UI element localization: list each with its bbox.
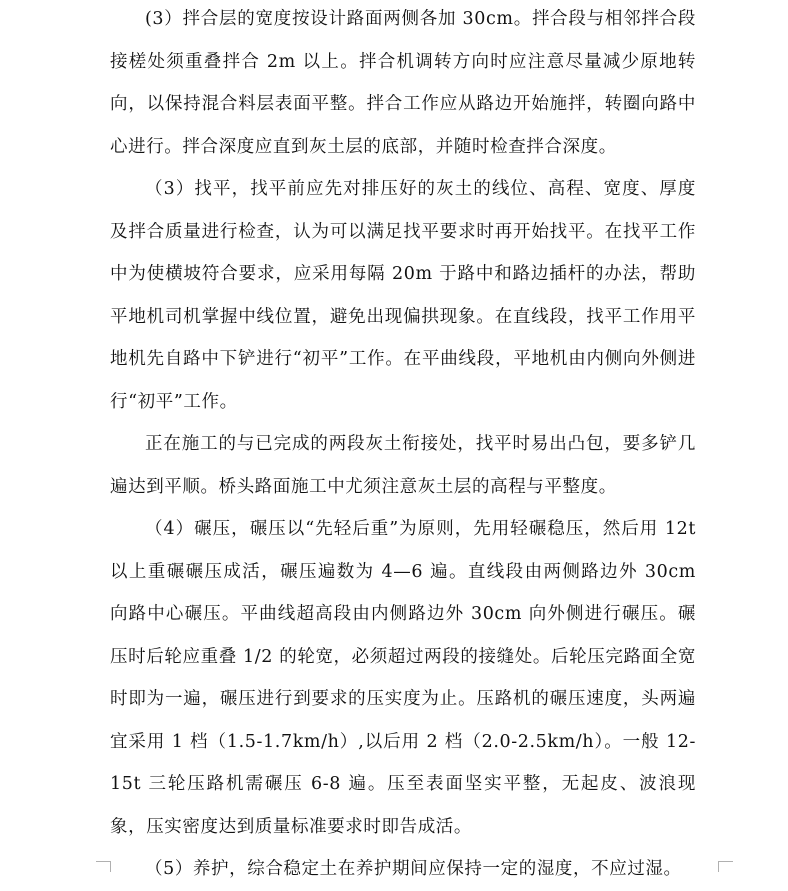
paragraph-rolling: （4）碾压，碾压以“先轻后重”为原则，先用轻碾稳压，然后用 12t 以上重碾碾压成活，碾压遍数为 4—6 遍。直线段由两侧路边外 30cm 向路中心碾压。平曲线超高段由内侧路边外 30cm 向外侧进行碾压。碾压时后轮应重叠 1/2 的轮宽，必须超过两段的接缝处。后轮压完路面全宽时即为一遍，碾压进行到要求的压实度为止。压路机的碾压速度，头两遍宜采用 1 档（1.5-1.7km/h）,以后用 2 档（2.0-2.5km/h）。一般 12-15t 三轮压路机需碾压 6-8 遍。压至表面坚实平整，无起皮、波浪现象，压实密度达到质量标准要求时即告成活。 (110, 519, 696, 837)
page-corner-mark-left (96, 861, 111, 872)
paragraph-curing: （5）养护，综合稳定土在养护期间应保持一定的湿度，不应过湿。 (145, 859, 682, 879)
document-page (110, 0, 696, 891)
paragraph-joint-leveling: 正在施工的与已完成的两段灰土衔接处，找平时易出凸包，要多铲几遍达到平顺。桥头路面施工中尤须注意灰土层的高程与平整度。 (110, 434, 696, 497)
page-corner-mark-right (718, 861, 733, 872)
paragraph-mixing-width: (3）拌合层的宽度按设计路面两侧各加 30cm。拌合段与相邻拌合段接槎处须重叠拌合 2m 以上。拌合机调转方向时应注意尽量减少原地转向，以保持混合料层表面平整。拌合工作应从路边开始施拌，转圈向路中心进行。拌合深度应直到灰土层的底部，并随时检查拌合深度。 (110, 9, 696, 157)
paragraph-leveling: （3）找平，找平前应先对排压好的灰土的线位、高程、宽度、厚度及拌合质量进行检查，认为可以满足找平要求时再开始找平。在找平工作中为使横坡符合要求，应采用每隔 20m 于路中和路边插杆的办法，帮助平地机司机掌握中线位置，避免出现偏拱现象。在直线段，找平工作用平地机先自路中下铲进行“初平”工作。在平曲线段，平地机由内侧向外侧进行“初平”工作。 (110, 179, 696, 412)
